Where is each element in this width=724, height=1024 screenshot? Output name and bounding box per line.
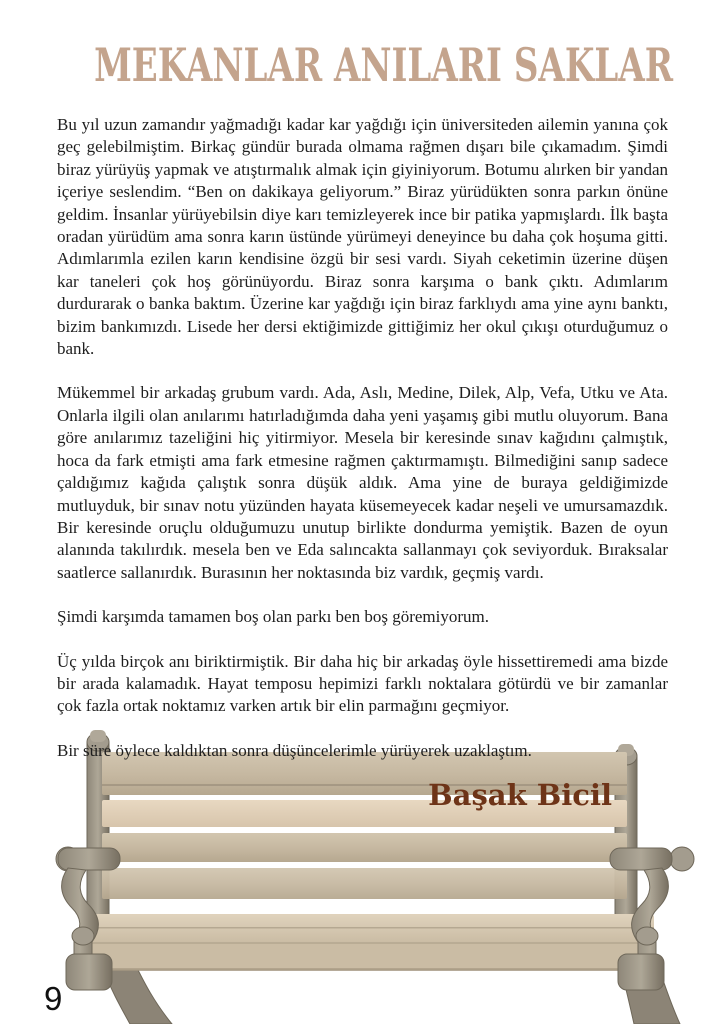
bench-left-armrest xyxy=(58,848,120,870)
paragraph-5: Bir süre öylece kaldıktan sonra düşüncelerimle yürüyerek uzaklaştım. xyxy=(57,740,532,760)
paragraph-2: Mükemmel bir arkadaş grubum vardı. Ada, Aslı, Medine, Dilek, Alp, Vefa, Utku ve Ata. Onlarla ilgili olan anılarımı hatırladığımda daha yeni yaşamış gibi mutlu oluyorum. Bana göre anılarımız tazeliğini hiç yitirmiyor. Mesela bir keresinde sınav kağıdını çalmıştık, hoca da fark etmişti ama fark etmesine rağmen çaktırmamıştı. Bilmediğini sanıp sadece çaldığımız kağıda çalıştık sonra düşük aldık. Ama yine de buraya geldiğimizde mutluyduk, bir sınav notu yüzünden hayata küsemeyecek kadar neşeli ve umursamazdık. Bir keresinde oruçlu olduğumuzu unutup birlikte dondurma yemiştik. Bazen de oyun alanında takılırdık. mesela ben ve Eda salıncakta sallanmayı çok seviyorduk. Bıraksalar saatlerce sallanırdık. Burasının her noktasında biz vardık, geçmiş vardı. xyxy=(57,383,668,582)
bench-right-armrest xyxy=(610,848,672,870)
paragraph-4: Üç yılda birçok anı biriktirmiştik. Bir daha hiç bir arkadaş öyle hissettiremedi ama bizde bir arada kalamadık. Hayat temposu hepimizi farklı noktalara götürdü ve bir zamanlar çok fazla ortak noktamız varken artık bir elin parmağını geçmiyor. xyxy=(57,651,668,716)
paragraph-3: Şimdi karşımda tamamen boş olan parkı ben boş göremiyorum. xyxy=(57,607,490,627)
author-byline: Başak Bicil xyxy=(428,778,612,813)
bench-back-slat-3 xyxy=(102,833,627,862)
page-number: 9 xyxy=(44,980,63,1017)
bench-seat-top xyxy=(82,914,654,944)
page-title: MEKANLAR ANILARI SAKLAR xyxy=(94,38,674,92)
paragraph-1: Bu yıl uzun zamandır yağmadığı kadar kar yağdığı için üniversiteden ailemin yanına çok geç gelebilmiştim. Birkaç gündür burada olmama rağmen dışarı bile çıkamadım. Şimdi biraz yürüyüş yapmak ve atıştırmalık almak için giyiniyorum. Botumu alırken bir yandan içeriye seslendim. “Ben on dakikaya geliyorum.” Biraz yürüdükten sonra parkın önüne geldim. İnsanlar yürüyebilsin diye karı temizleyerek ince bir patika yapmışlardı. İlk başta oradan yürüdüm ama sonra karın üstünde yürümeyi deneyince bu daha çok hoşuma gitti. Adımlarımla ezilen karın kendisine özgü bir sesi vardı. Siyah ceketimin üzerine düşen kar taneleri çok hoş görünüyordu. Biraz sonra karşıma o bank çıktı. Adımlarım durdurarak o banka baktım. Üzerine kar yağdığı için biraz farklıydı ama yine aynı banktı, bizim bankımızdı. Lisede her dersi ektiğimizde gittiğimiz her okul çıkışı oturduğumuz o bank. xyxy=(57,115,668,359)
article-body xyxy=(57,114,668,813)
bench-seat-front xyxy=(85,943,651,970)
bench-back-slat-4 xyxy=(102,868,627,899)
